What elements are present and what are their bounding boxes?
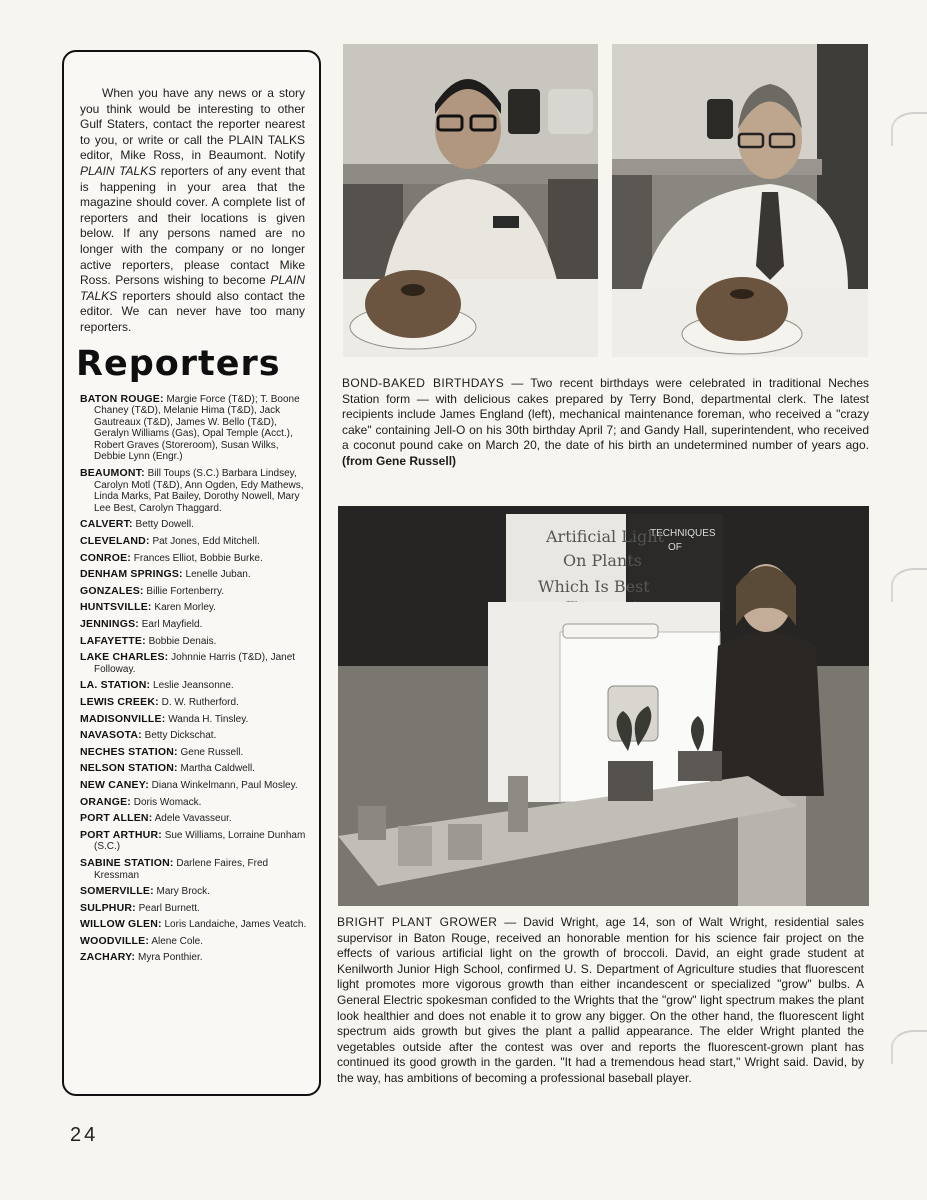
- reporter-names: Loris Landaiche, James Veatch.: [164, 919, 307, 931]
- plant-caption: [337, 915, 864, 1087]
- reporter-names: Frances Elliot, Bobbie Burke.: [133, 552, 263, 564]
- reporter-entry: [80, 830, 309, 853]
- poster-text-1: TECHNIQUES: [650, 528, 716, 539]
- page-number: 24: [70, 1124, 99, 1146]
- reporter-names: Pat Jones, Edd Mitchell.: [152, 536, 260, 548]
- reporters-heading: Reporters: [76, 343, 281, 384]
- reporter-names: Bill Toups (S.C.) Barbara Lindsey, Carolyn Motl (T&D), Ann Ogden, Edy Mathews, Linda Marks, Pat Bailey, Dorothy Nowell, Mary Lee Best, Carolyn Thaggard.: [94, 468, 304, 514]
- reporter-names: Margie Force (T&D); T. Boone Chaney (T&D), Melanie Hima (T&D), Jack Gautreaux (T&D), James W. Bello (T&D), Geralyn Williams (Gas), Opal Temple (Acct.), Robert Graves (Storeroom), Susan Wilks, Debbie Lynn (Engr.): [94, 393, 300, 463]
- reporter-entry: [80, 569, 309, 581]
- reporter-city: PORT ARTHUR:: [80, 828, 162, 841]
- reporter-entry: [80, 519, 309, 531]
- reporter-names: Earl Mayfield.: [141, 619, 203, 630]
- reporter-entry: [80, 680, 309, 692]
- reporter-entry: [80, 553, 309, 565]
- binder-hole-middle: [891, 568, 927, 602]
- reporter-names: Adele Vavasseur.: [154, 813, 232, 825]
- publication-name: PLAIN TALKS: [80, 163, 157, 178]
- reporter-names: Doris Womack.: [133, 796, 202, 808]
- intro-paragraph: [80, 86, 309, 336]
- reporter-entry: [80, 602, 309, 614]
- reporters-list: [80, 394, 309, 965]
- photo-science-fair-image: [338, 506, 869, 906]
- sign-text-3: Which Is Best: [538, 577, 650, 596]
- reporter-entry: [80, 714, 309, 726]
- photo-gandy-hall-cake: [612, 44, 868, 357]
- photo-james-england-image: [343, 44, 598, 357]
- reporter-names: Myra Ponthier.: [138, 952, 203, 964]
- reporter-city: PORT ALLEN:: [80, 812, 153, 825]
- reporter-entry: [80, 619, 309, 631]
- reporter-names: Johnnie Harris (T&D), Janet Followay.: [94, 652, 296, 675]
- reporter-city: NECHES STATION:: [80, 745, 178, 758]
- reporter-city: LAKE CHARLES:: [80, 651, 169, 664]
- reporter-city: DENHAM SPRINGS:: [80, 568, 183, 581]
- reporter-names: Karen Morley.: [154, 602, 216, 614]
- reporter-city: LAFAYETTE:: [80, 634, 146, 647]
- sign-text-1: Artificial Light: [546, 527, 664, 546]
- reporter-city: SOMERVILLE:: [80, 885, 154, 898]
- poster-text-2: OF: [668, 542, 682, 553]
- plant-caption-body: — David Wright, age 14, son of Walt Wright, residential sales supervisor in Baton Rouge, received an honorable mention for his science fair project on the effects of various artificial light on the growth of broccoli. David, an eight grade student at Kenilworth Junior High School, confirmed U. S. Department of Agriculture studies that fluorescent light promotes more vigorous growth than either incandescent or specialized "grow" bulbs. A General Electric spokesman confided to the Wrights that the "grow" light spectrum makes the plant look healthier and does not enable it to grow any bigger. On the other hand, the fluorescent light spectrum aids growth but gives the plant a pallid appearance. The elder Wright planted the vegetables outside after the contest was over and reports the fluorescent-grown plant has continued its good growth in the garden. "It had a tremendous head start," Wright said. David, by the way, has ambitions of becoming a professional baseball player.: [337, 915, 864, 1085]
- photo-gandy-hall-image: [612, 44, 868, 357]
- reporter-entry: [80, 652, 309, 675]
- reporters-sidebar: [62, 50, 321, 1096]
- reporter-entry: [80, 952, 309, 964]
- birthday-caption-credit: (from Gene Russell): [342, 453, 457, 468]
- reporter-entry: [80, 903, 309, 915]
- reporter-city: WOODVILLE:: [80, 934, 150, 947]
- reporter-entry: [80, 394, 309, 464]
- reporter-city: CONROE:: [80, 551, 131, 564]
- reporter-city: SABINE STATION:: [80, 856, 174, 869]
- binder-hole-top: [891, 112, 927, 146]
- birthday-caption-lead: BOND-BAKED BIRTHDAYS: [342, 376, 505, 390]
- reporter-names: Alene Cole.: [151, 935, 204, 947]
- reporter-entry: [80, 586, 309, 598]
- reporter-entry: [80, 919, 309, 931]
- reporter-entry: [80, 886, 309, 898]
- reporter-names: Sue Williams, Lorraine Dunham (S.C.): [94, 829, 306, 853]
- reporter-names: Billie Fortenberry.: [146, 585, 225, 597]
- reporter-names: Betty Dickschat.: [144, 730, 217, 742]
- reporter-city: LEWIS CREEK:: [80, 695, 159, 708]
- reporter-entry: [80, 747, 309, 759]
- reporter-entry: [80, 858, 309, 881]
- reporter-entry: [80, 730, 309, 742]
- reporter-city: NELSON STATION:: [80, 762, 178, 775]
- reporter-city: NEW CANEY:: [80, 778, 149, 791]
- reporter-entry: [80, 780, 309, 792]
- reporter-entry: [80, 763, 309, 775]
- reporter-entry: [80, 936, 309, 948]
- reporter-city: NAVASOTA:: [80, 729, 142, 742]
- birthday-caption-body: — Two recent birthdays were celebrated in traditional Neches Station form — with delicious cakes prepared by Terry Bond, departmental clerk. The latest recipients include James England (left), mechanical maintenance foreman, who received a "crazy cake" containing Jell-O on his 30th birthday April 7; and Gandy Hall, superintendent, who received a coconut pound cake on March 20, the date of his birth an undetermined number of years ago.: [342, 376, 869, 453]
- reporter-entry: [80, 636, 309, 648]
- reporter-names: Pearl Burnett.: [138, 902, 200, 914]
- reporter-entry: [80, 797, 309, 809]
- intro-text-3: reporters should also contact the editor. We can never have too many reporters.: [80, 288, 305, 334]
- reporter-city: BEAUMONT:: [80, 467, 145, 480]
- reporter-city: ZACHARY:: [80, 951, 136, 964]
- plant-caption-lead: BRIGHT PLANT GROWER: [337, 915, 498, 929]
- reporter-names: Wanda H. Tinsley.: [168, 713, 249, 725]
- reporter-names: Bobbie Denais.: [148, 635, 217, 647]
- reporter-city: ORANGE:: [80, 795, 131, 808]
- reporter-city: BATON ROUGE:: [80, 392, 164, 405]
- reporter-city: CALVERT:: [80, 518, 133, 531]
- reporter-city: LA. STATION:: [80, 679, 151, 692]
- reporter-names: Leslie Jeansonne.: [153, 680, 234, 692]
- reporter-city: MADISONVILLE:: [80, 712, 166, 725]
- reporter-names: Martha Caldwell.: [180, 763, 255, 775]
- reporter-names: Betty Dowell.: [135, 519, 194, 531]
- binder-hole-bottom: [891, 1030, 927, 1064]
- reporter-names: Mary Brock.: [156, 886, 210, 898]
- reporter-names: D. W. Rutherford.: [161, 696, 239, 708]
- intro-text-2: reporters of any event that is happening in your area that the magazine should cover. A complete list of reporters and their locations is given below. If any persons named are no longer with the company or no longer active reporters, please contact Mike Ross. Persons wishing to become: [80, 163, 305, 288]
- sign-text-2: On Plants: [563, 551, 642, 570]
- reporter-entry: [80, 468, 309, 514]
- reporter-names: Diana Winkelmann, Paul Mosley.: [151, 779, 298, 791]
- reporter-city: JENNINGS:: [80, 618, 139, 630]
- photo-james-england-cake: [343, 44, 598, 357]
- reporter-city: HUNTSVILLE:: [80, 601, 152, 614]
- reporter-city: GONZALES:: [80, 584, 144, 597]
- reporter-names: Darlene Faires, Fred Kressman: [94, 857, 269, 881]
- reporter-entry: [80, 697, 309, 709]
- reporter-names: Lenelle Juban.: [185, 569, 251, 581]
- reporter-city: SULPHUR:: [80, 901, 136, 914]
- publication-name-2: PLAIN TALKS: [80, 273, 305, 303]
- reporter-entry: [80, 536, 309, 548]
- birthday-caption: [342, 376, 869, 470]
- reporter-entry: [80, 813, 309, 825]
- reporter-names: Gene Russell.: [180, 746, 244, 758]
- photo-science-fair: [338, 506, 869, 906]
- reporter-city: CLEVELAND:: [80, 535, 150, 548]
- intro-text-1: When you have any news or a story you think would be interesting to other Gulf Staters, contact the reporter nearest to you, or write or call the PLAIN TALKS editor, Mike Ross, in Beaumont. Notify: [80, 86, 305, 163]
- reporter-city: WILLOW GLEN:: [80, 918, 162, 931]
